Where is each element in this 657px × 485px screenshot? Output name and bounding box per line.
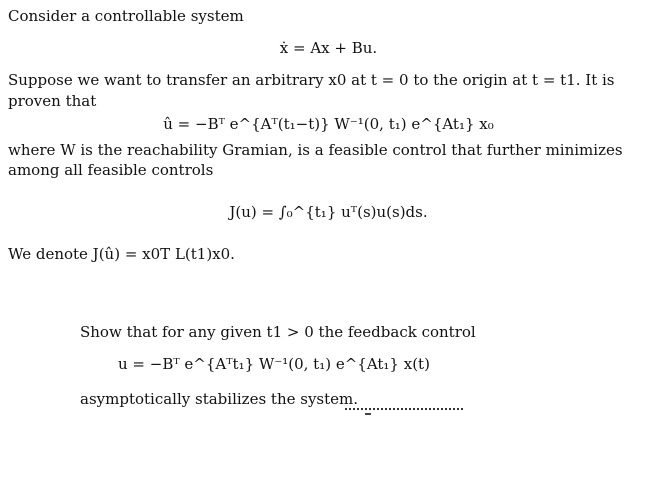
system-equation: ẋ = Ax + Bu. [279,39,378,57]
tiny-mark [365,413,371,415]
gramian-text-line-1: where W is the reachability Gramian, is a feasible control that further minimizes [8,141,623,159]
stability-text: asymptotically stabilizes the system. [80,390,359,408]
denote-text: We denote J(û) = x0T L(t1)x0. [8,245,235,263]
gramian-text-line-2: among all feasible controls [8,161,214,179]
answer-dotted-line [345,392,463,410]
cost-functional-equation: J(u) = ∫₀^{t₁} uᵀ(s)u(s)ds. [229,203,428,221]
transfer-text-line-2: proven that [8,92,97,110]
intro-text: Consider a controllable system [8,7,244,25]
exercise-text: Show that for any given t1 > 0 the feedback control [80,323,476,341]
transfer-text-line-1: Suppose we want to transfer an arbitrary x0 at t = 0 to the origin at t = t1. It is [8,71,615,89]
feedback-control-equation: u = −Bᵀ e^{Aᵀt₁} W⁻¹(0, t₁) e^{At₁} x(t) [118,355,430,373]
optimal-control-equation: û = −Bᵀ e^{Aᵀ(t₁−t)} W⁻¹(0, t₁) e^{At₁} x₀ [163,115,494,133]
